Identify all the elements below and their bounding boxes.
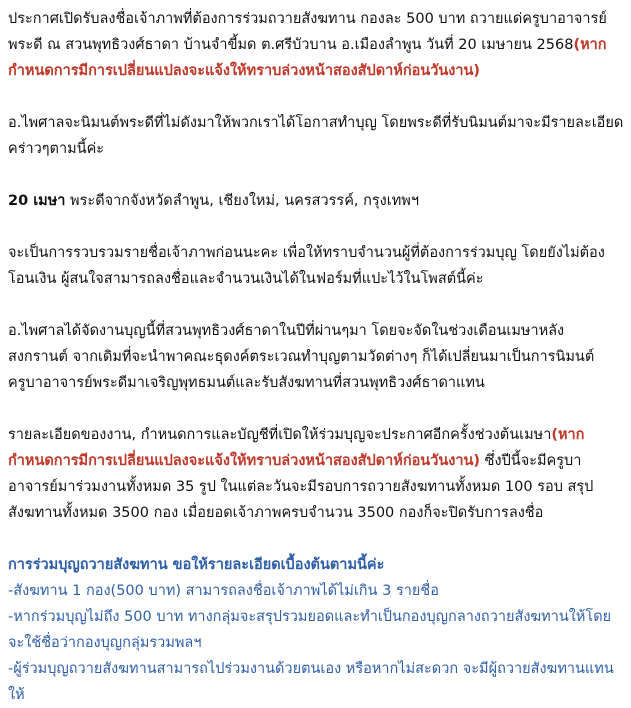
details-notice: (หากกำหนดการมีการเปลี่ยนแปลงจะแจ้งให้ทราบล่วงหน้าสองสัปดาห์ก่อนวันงาน) — [8, 427, 585, 469]
collect-text: จะเป็นการรวบรวมรายชื่อเจ้าภาพก่อนนะคะ เพื่อให้ทราบจำนวนผู้ที่ต้องการร่วมบุญ โดยยังไม่ต้องโอนเงิน ผู้สนใจสามารถลงชื่อและจำนวนเงินได้ในฟอร์มที่แปะไว้ในโพสต์นี้ค่ะ — [8, 245, 605, 287]
date-paragraph — [8, 188, 624, 214]
invite-paragraph — [8, 110, 624, 162]
participation-item: -ผู้ร่วมบุญถวายสังฆทานสามารถไปร่วมงานด้วยตนเอง หรือหากไม่สะดวก จะมีผู้ถวายสังฆทานแทนให้ — [8, 661, 614, 703]
details-paragraph — [8, 422, 624, 526]
invite-text: อ.ไพศาลจะนิมนต์พระดีที่ไม่ดังมาให้พวกเราได้โอกาสทำบุญ โดยพระดีที่รับนิมนต์มาจะมีรายละเอียดคร่าวๆตามนี้ค่ะ — [8, 115, 624, 157]
details-text-after: ซึ่งปีนี้จะมีครูบาอาจารย์มาร่วมงานทั้งหมด 35 รูป ในแต่ละวันจะมีรอบการถวายสังฆทานทั้งหมด 100 รอบ สรุปสังฆทานทั้งหมด 3500 กอง เมื่อยอดเจ้าภาพครบจำนวน 3500 กองก็จะปิดรับการลงชื่อ — [8, 453, 594, 521]
details-text-before: รายละเอียดของงาน, กำหนดการและบัญชีที่เปิดให้ร่วมบุญจะประกาศอีกครั้งช่วงต้นเมษา — [8, 427, 552, 443]
announcement-document — [8, 6, 624, 708]
intro-notice: (หากกำหนดการมีการเปลี่ยนแปลงจะแจ้งให้ทราบล่วงหน้าสองสัปดาห์ก่อนวันงาน) — [8, 37, 607, 79]
date-detail: พระดีจากจังหวัดลำพูน, เชียงใหม่, นครสวรรค์, กรุงเทพฯ — [65, 193, 419, 209]
participation-item: -สังฆทาน 1 กอง(500 บาท) สามารถลงชื่อเจ้าภาพได้ไม่เกิน 3 รายชื่อ — [8, 583, 439, 599]
history-text: อ.ไพศาลได้จัดงานบุญนี้ที่สวนพุทธิวงศ์ธาดาในปีที่ผ่านๆมา โดยจะจัดในช่วงเดือนเมษาหลังสงกรานต์ จากเดิมที่จะนำพาคณะธุดงค์ตระเวณทำบุญตามวัดต่างๆ ก็ได้เปลี่ยนมาเป็นการนิมนต์ครูบาอาจารย์พระดีมาเจริญพุทธมนต์และรับสังฆทานที่สวนพุทธิวงศ์ธาดาแทน — [8, 323, 595, 391]
intro-paragraph — [8, 6, 624, 84]
collect-paragraph — [8, 240, 624, 292]
date-label: 20 เมษา — [8, 193, 66, 209]
intro-text: ประกาศเปิดรับลงชื่อเจ้าภาพที่ต้องการร่วมถวายสังฆทาน กองละ 500 บาท ถวายแด่ครูบาอาจารย์พระดี ณ สวนพุทธิวงศ์ธาดา บ้านจำขี้มด ต.ศรีบัวบาน อ.เมืองลำพูน วันที่ 20 เมษายน 2568 — [8, 11, 607, 53]
participation-title: การร่วมบุญถวายสังฆทาน ขอให้รายละเอียดเบื้องต้นตามนี้ค่ะ — [8, 557, 385, 573]
participation-item: -หากร่วมบุญไม่ถึง 500 บาท ทางกลุ่มจะสรุปรวมยอดและทำเป็นกองบุญกลางถวายสังฆทานให้โดยจะใช้ชื่อว่ากองบุญกลุ่มรวมพลฯ — [8, 609, 612, 651]
history-paragraph — [8, 318, 624, 396]
